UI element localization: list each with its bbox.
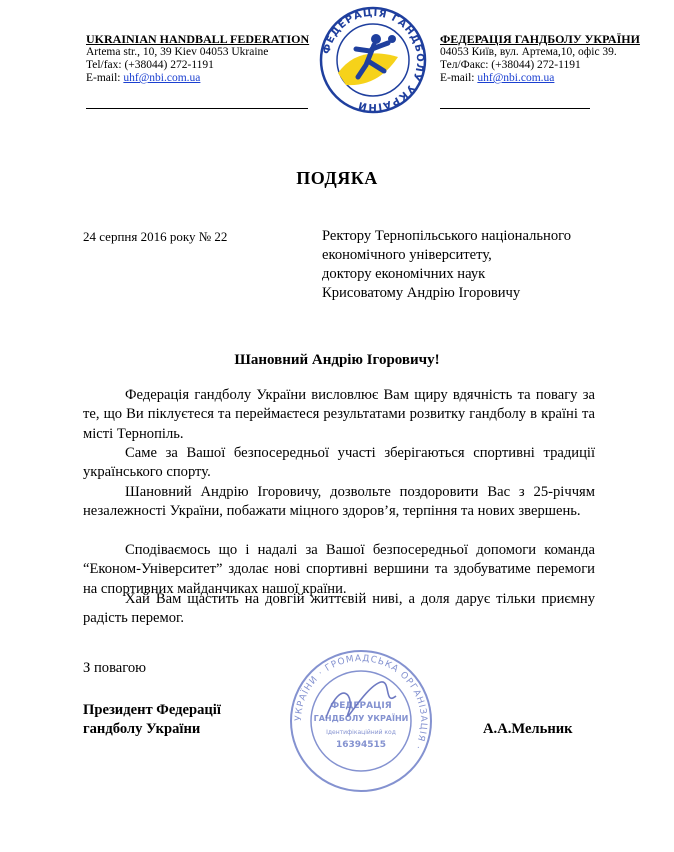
address-en: Artema str., 10, 39 Kiev 04053 Ukraine — [86, 46, 269, 58]
telfax-en: Tel/fax: (+38044) 272-1191 — [86, 59, 214, 71]
paragraph-3: Шановний Андрію Ігоровичу, дозвольте поздоровити Вас з 25-річчям незалежності України, побажати міцного здоров’я, терпіння та нових звершень. — [83, 484, 595, 520]
stamp-center-line-1: ФЕДЕРАЦІЯ — [330, 701, 392, 711]
signer-name: А.А.Мельник — [483, 721, 573, 737]
date-line: 24 серпня 2016 року № 22 — [83, 229, 228, 244]
org-name-en: UKRAINIAN HANDBALL FEDERATION — [86, 32, 310, 46]
addressee-line: доктору економічних наук — [322, 266, 486, 282]
telfax-ua: Тел/Факс: (+38044) 272-1191 — [440, 59, 581, 71]
logo-ring-text: ФЕДЕРАЦІЯ ГАНДБОЛУ УКРАЇНИ — [321, 7, 426, 113]
header-right-rule — [440, 108, 590, 109]
stamp-code-label: Ідентифікаційний код — [326, 729, 396, 736]
addressee-line: Ректору Тернопільського національного — [322, 228, 572, 244]
header-left-rule — [86, 108, 308, 109]
official-stamp — [286, 646, 436, 796]
addressee-line: Крисоватому Андрію Ігоровичу — [322, 285, 521, 301]
stamp-code: 16394515 — [335, 740, 387, 750]
signer-title-line-1: Президент Федерації — [83, 702, 221, 718]
address-ua: 04053 Київ, вул. Артема,10, офіс 39. — [440, 46, 617, 58]
federation-logo — [318, 5, 428, 115]
signer-title — [83, 701, 221, 739]
greeting: Шановний Андрію Ігоровичу! — [234, 352, 440, 368]
org-name-ua: ФЕДЕРАЦІЯ ГАНДБОЛУ УКРАЇНИ — [440, 32, 640, 46]
addressee-block — [322, 227, 622, 303]
stamp-ring-text: УКРАЇНИ · ГРОМАДСЬКА ОРГАНІЗАЦІЯ · — [293, 653, 429, 752]
addressee-line: економічного університету, — [322, 247, 492, 263]
paragraph-1: Федерація гандболу України висловлює Вам щиру вдячність та повагу за те, що Ви піклуєтеся та переймаєтеся результатами розвитку гандболу в країні та місті Тернопіль. — [83, 387, 595, 442]
paragraph-5: Хай Вам щастить на довгій життєвій ниві, а доля дарує тільки приємну радість перемог. — [83, 591, 595, 627]
header-left — [86, 33, 316, 85]
email-label-ua: E-mail: — [440, 72, 478, 84]
document-title: ПОДЯКА — [296, 168, 378, 188]
closing: З повагою — [83, 660, 147, 676]
paragraph-4: Сподіваємось що і надалі за Вашої безпосередньої допомоги команда “Економ-Університет” здолає нові спортивні вершини та здобуватиме перемоги на спортивних майданчиках нашої країни. — [83, 542, 595, 597]
header-right — [440, 33, 660, 85]
email-link-ua[interactable]: uhf@nbi.com.ua — [477, 72, 555, 84]
stamp-center-line-2: ГАНДБОЛУ УКРАЇНИ — [313, 714, 409, 723]
email-label-en: E-mail: — [86, 72, 124, 84]
email-link-en[interactable]: uhf@nbi.com.ua — [123, 72, 201, 84]
signer-title-line-2: гандболу України — [83, 721, 201, 737]
paragraph-2: Саме за Вашої безпосередньої участі зберігаються спортивні традиції українського спорту. — [83, 445, 595, 481]
signature-scribble — [326, 682, 396, 718]
